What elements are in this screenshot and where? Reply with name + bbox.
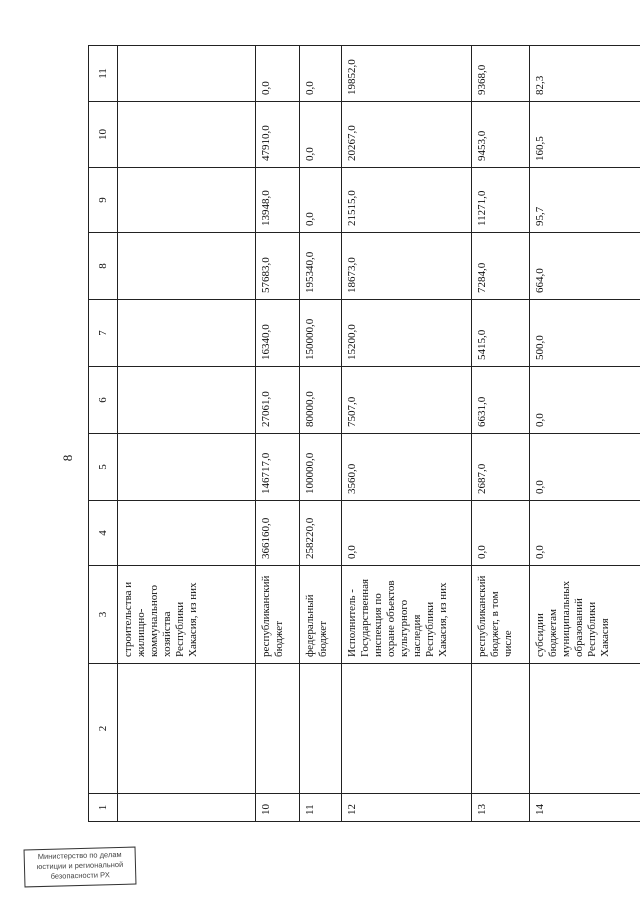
column-header: 1 [89,794,118,822]
ministry-stamp: Министерство по делам юстиции и региональной безопасности РХ [24,847,137,888]
table-cell: 0,0 [472,501,530,566]
table-cell [530,664,640,794]
table-cell: строительства и жилищно-коммунального хозяйства Республики Хакасия, из них [118,566,256,664]
budget-table [88,45,640,822]
table-cell: 12 [342,794,472,822]
page-number: 8 [60,454,75,462]
column-header: 5 [89,434,118,501]
table-cell [342,664,472,794]
table-cell: республиканский бюджет [256,566,300,664]
table-cell [118,794,256,822]
table-cell: 0,0 [530,367,640,434]
table-cell: 10 [256,794,300,822]
table-cell: 9453,0 [472,102,530,168]
header-row [89,46,118,822]
table-cell: 20267,0 [342,102,472,168]
table-cell: Исполнитель - Государственная инспекция по охране объектов культурного наследия Республики Хакасия, из них [342,566,472,664]
table-cell: 500,0 [530,300,640,367]
table-cell: 18673,0 [342,233,472,300]
table-cell: 3560,0 [342,434,472,501]
table-cell: 160,5 [530,102,640,168]
table-row [118,46,256,822]
table-cell: 366160,0 [256,501,300,566]
table-cell: субсидии бюджетам муниципальных образований Республики Хакасия [530,566,640,664]
table-cell: 14 [530,794,640,822]
table-cell: 6631,0 [472,367,530,434]
table-cell [118,367,256,434]
table-cell: 0,0 [300,168,342,233]
column-header: 6 [89,367,118,434]
table-cell: 0,0 [300,102,342,168]
table-cell [300,664,342,794]
table-cell: 57683,0 [256,233,300,300]
table-cell: 0,0 [530,434,640,501]
table-cell [472,664,530,794]
table-row [342,46,472,822]
table-cell: республиканский бюджет, в том числе [472,566,530,664]
table-cell: 150000,0 [300,300,342,367]
table-cell [118,664,256,794]
table-cell [118,300,256,367]
table-cell [118,233,256,300]
table-cell: 47910,0 [256,102,300,168]
table-cell: 13948,0 [256,168,300,233]
table-cell [118,434,256,501]
column-header: 4 [89,501,118,566]
column-header: 8 [89,233,118,300]
column-header: 3 [89,566,118,664]
table-cell [256,664,300,794]
table-cell: 80000,0 [300,367,342,434]
table-row [530,46,640,822]
table-cell [118,501,256,566]
column-header: 11 [89,46,118,102]
table-cell [118,102,256,168]
table-cell: 258220,0 [300,501,342,566]
table-cell: 0,0 [342,501,472,566]
table-cell: 7507,0 [342,367,472,434]
column-header: 9 [89,168,118,233]
table-cell: 95,7 [530,168,640,233]
table-cell [118,168,256,233]
table-cell: 13 [472,794,530,822]
table-cell: 195340,0 [300,233,342,300]
table-row [300,46,342,822]
table-cell: федеральный бюджет [300,566,342,664]
table-cell: 0,0 [300,46,342,102]
table-cell: 0,0 [530,501,640,566]
table-cell: 11 [300,794,342,822]
table-cell: 7284,0 [472,233,530,300]
table-cell: 5415,0 [472,300,530,367]
table-cell: 19852,0 [342,46,472,102]
table-cell: 9368,0 [472,46,530,102]
table-row [472,46,530,822]
table-cell: 146717,0 [256,434,300,501]
table-cell [118,46,256,102]
column-header: 10 [89,102,118,168]
table-cell: 27061,0 [256,367,300,434]
table-row [256,46,300,822]
table-cell: 82,3 [530,46,640,102]
table-cell: 664,0 [530,233,640,300]
table-cell: 16340,0 [256,300,300,367]
column-header: 7 [89,300,118,367]
table-cell: 15200,0 [342,300,472,367]
table-cell: 2687,0 [472,434,530,501]
table-cell: 21515,0 [342,168,472,233]
table-cell: 0,0 [256,46,300,102]
rotated-table-wrapper [88,46,639,822]
table-cell: 11271,0 [472,168,530,233]
column-header: 2 [89,664,118,794]
table-cell: 100000,0 [300,434,342,501]
